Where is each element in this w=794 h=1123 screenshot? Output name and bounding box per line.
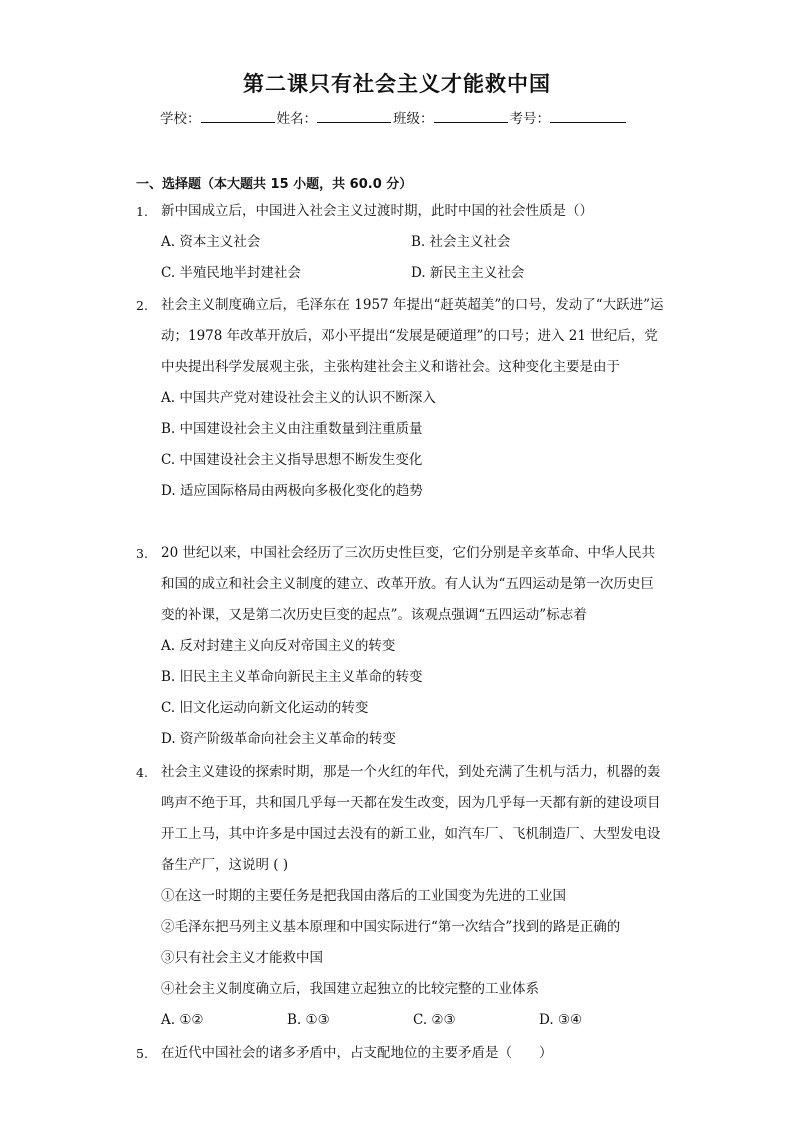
- option-list: [161, 631, 666, 755]
- option-a[interactable]: A. 中国共产党对建设社会主义的认识不断深入: [161, 390, 436, 406]
- option-a[interactable]: A. ①②: [161, 1012, 204, 1028]
- statement-3: ③只有社会主义才能救中国: [161, 950, 323, 966]
- option-list: [161, 383, 666, 507]
- name-blank[interactable]: [317, 107, 391, 123]
- option-d[interactable]: D. 新民主主义社会: [411, 265, 525, 281]
- option-b[interactable]: B. 中国建设社会主义由注重数量到注重质量: [161, 421, 423, 437]
- section-heading: 一、选择题（本大题共 15 小题，共 60.0 分）: [136, 177, 413, 192]
- option-c[interactable]: C. 中国建设社会主义指导思想不断发生变化: [161, 452, 423, 468]
- option-d[interactable]: D. ③④: [539, 1012, 583, 1028]
- question-4: [136, 757, 666, 1036]
- option-b[interactable]: B. 旧民主主义革命向新民主主义革命的转变: [161, 669, 423, 685]
- option-list: [161, 227, 666, 289]
- page-title: 第二课只有社会主义才能救中国: [243, 72, 551, 96]
- name-label: 姓名：: [276, 111, 317, 127]
- option-list: [161, 1005, 666, 1036]
- statement-2: ②毛泽东把马列主义基本原理和中国实际进行“第一次结合”找到的路是正确的: [161, 919, 621, 935]
- option-a[interactable]: A. 反对封建主义向反对帝国主义的转变: [161, 638, 396, 654]
- question-number: 5.: [136, 1046, 148, 1061]
- question-stem: 20 世纪以来，中国社会经历了三次历史性巨变，它们分别是辛亥革命、中华人民共和国的成立和社会主义制度的建立、改革开放。有人认为“五四运动是第一次历史巨变的补课，又是第二次历史巨变的起点”。该观点强调“五四运动”标志着: [161, 545, 655, 623]
- option-b[interactable]: B. ①③: [287, 1012, 330, 1028]
- question-1: [136, 196, 666, 289]
- option-d[interactable]: D. 资产阶级革命向社会主义革命的转变: [161, 731, 396, 747]
- school-blank[interactable]: [201, 107, 275, 123]
- question-5: [136, 1038, 666, 1069]
- question-number: 3.: [136, 546, 148, 561]
- exam-no-label: 考号：: [509, 111, 550, 127]
- statement-list: [161, 881, 666, 1005]
- statement-4: ④社会主义制度确立后，我国建立起独立的比较完整的工业体系: [161, 981, 539, 997]
- question-number: 1.: [136, 204, 148, 219]
- class-label: 班级：: [393, 111, 434, 127]
- question-3: [136, 538, 666, 755]
- student-info-row: [160, 107, 628, 127]
- option-c[interactable]: C. ②③: [413, 1012, 456, 1028]
- question-stem: 社会主义建设的探索时期，那是一个火红的年代，到处充满了生机与活力，机器的轰鸣声不绝于耳，共和国几乎每一天都在发生改变，因为几乎每一天都有新的建设项目开工上马，其中许多是中国过去没有的新工业，如汽车厂、飞机制造厂、大型发电设备生产厂，这说明 ( ): [161, 764, 661, 873]
- class-blank[interactable]: [434, 107, 508, 123]
- question-2: [136, 290, 666, 507]
- question-stem: 在近代中国社会的诸多矛盾中，占支配地位的主要矛盾是（ ）: [161, 1045, 553, 1061]
- option-b[interactable]: B. 社会主义社会: [411, 234, 511, 250]
- exam-no-blank[interactable]: [550, 107, 626, 123]
- question-stem: 新中国成立后，中国进入社会主义过渡时期，此时中国的社会性质是（）: [161, 203, 593, 219]
- option-d[interactable]: D. 适应国际格局由两极向多极化变化的趋势: [161, 483, 423, 499]
- option-c[interactable]: C. 半殖民地半封建社会: [161, 265, 301, 281]
- question-number: 4.: [136, 765, 148, 780]
- statement-1: ①在这一时期的主要任务是把我国由落后的工业国变为先进的工业国: [161, 888, 566, 904]
- question-stem: 社会主义制度确立后，毛泽东在 1957 年提出“赶英超美”的口号，发动了“大跃进”运动；1978 年改革开放后，邓小平提出“发展是硬道理”的口号；进入 21 世纪后，党中央提出科学发展观主张，主张构建社会主义和谐社会。这种变化主要是由于: [161, 297, 664, 375]
- option-c[interactable]: C. 旧文化运动向新文化运动的转变: [161, 700, 369, 716]
- option-a[interactable]: A. 资本主义社会: [161, 234, 261, 250]
- question-number: 2.: [136, 298, 148, 313]
- school-label: 学校：: [160, 111, 201, 127]
